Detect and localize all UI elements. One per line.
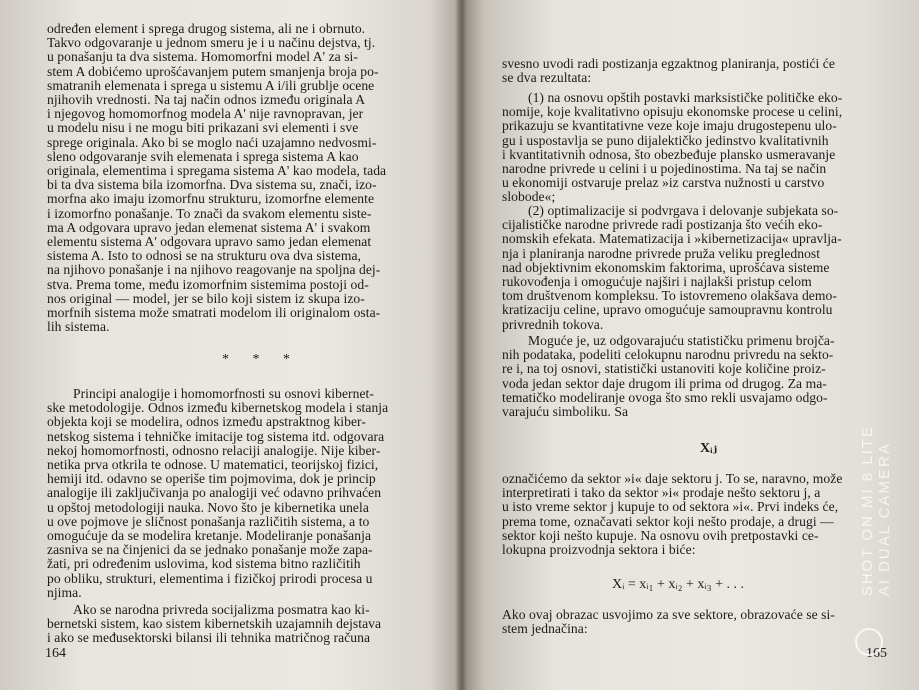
text-line: prikazuju se kvantitativne veze koje imaju drugostepenu ulo- — [502, 118, 837, 134]
section-divider-stars: * * * — [222, 352, 300, 367]
book-gutter-shadow — [455, 0, 467, 690]
text-line: Takvo odgovaranje u jednom smeru je i u načinu dejstva, tj. — [47, 35, 376, 51]
text-line: žati, pri određenim uslovima, kod sistema bitno različitih — [47, 556, 361, 572]
text-line: originala, elementima i spregama sistema A' kao modela, tada — [47, 163, 387, 179]
text-line: na njihovo ponašanje i na njihovo reagovanje na spoljna dej- — [47, 262, 381, 278]
right-paragraph-4 — [502, 472, 897, 557]
text-line: netika prva otkrila te odnose. U matematici, teorijskoj fizici, — [47, 457, 379, 473]
text-line: omogućuje da se modelira kretanje. Modeliranje ponašanja — [47, 528, 372, 544]
text-line: Ako ovaj obrazac usvojimo za sve sektore, obrazovaće se si- — [502, 607, 835, 622]
text-line: njima. — [47, 584, 82, 600]
text-line: (2) optimalizacije si podvrgava i delovanje subjekata so- — [528, 203, 839, 218]
text-line: narodne privrede u celini i u pojedinostima. Na taj se način — [502, 161, 827, 177]
camera-watermark — [859, 425, 893, 596]
left-page-number: 164 — [45, 646, 66, 661]
text-line: njihovih vrednosti. Na taj način odnos između originala A — [47, 92, 366, 108]
text-line: re i, na toj osnovi, statistički ustanoviti koje količine proiz- — [502, 361, 826, 377]
text-line: bernetski sistem, kao sistem kibernetskih uzajamnih dejstava — [47, 616, 382, 632]
text-line: smatranih elemenata i sprega u sistemu A i/ili grublje ocene — [47, 77, 375, 93]
text-line: rukovođenja i omogućuje najširi i najlakši pristup celom — [502, 274, 812, 290]
text-line: privrednih tokova. — [502, 316, 604, 332]
text-line: u modelu nisu i ne mogu biti prikazani svi elementi i sve — [47, 120, 359, 136]
text-line: po obliku, strukturi, elementima i fizičkoj prirodi procesa u — [47, 570, 373, 586]
text-line: lih sistema. — [47, 319, 110, 335]
text-line: nekoj homomorfnosti, odnosno relaciji analogije. Nije kiber- — [47, 442, 381, 458]
text-line: kratizaciju celine, upravo omogućuje samoupravnu kontrolu — [502, 302, 833, 318]
text-line: morfna ako imaju izomorfnu strukturu, izomorfne elemente — [47, 191, 375, 207]
formula-xi-sum: Xᵢ = xᵢ₁ + xᵢ₂ + xᵢ₃ + . . . — [612, 577, 744, 592]
right-intro — [502, 57, 897, 85]
text-line: svesno uvodi radi postizanja egzaktnog planiranja, postići će — [502, 56, 835, 71]
text-line: (1) na osnovu opštih postavki marksističke političke eko- — [528, 90, 843, 105]
text-line: sleno odgovaranje svih elemenata i sprega sistema A kao — [47, 148, 359, 164]
text-line: stem A dobićemo uprošćavanjem putem smanjenja broja po- — [47, 63, 379, 79]
formula-xij: Xᵢⱼ — [700, 441, 717, 456]
text-line: prema tome, označavati sektor koji nešto prodaje, a drugi — — [502, 513, 834, 529]
text-line: u ponašanju ta dva sistema. Homomorfni model A' za si- — [47, 49, 358, 65]
text-line: nomskih efekata. Matematizacija i »kibernetizacija« upravlja- — [502, 231, 842, 247]
right-paragraph-3 — [502, 334, 897, 419]
text-line: cijalističke narodne privrede radi postizanja što većih eko- — [502, 217, 823, 233]
text-line: i izomorfno ponašanje. To znači da svakom elementu siste- — [47, 205, 372, 221]
text-line: u ekonomiji ostvaruje prelaz »iz carstva nužnosti u carstvo — [502, 175, 825, 191]
text-line: elementu sistema A' odgovara upravo samo jedan elemenat — [47, 234, 372, 250]
watermark-line-1: SHOT ON MI 8 LITE — [859, 425, 876, 597]
text-line: ma A odgovara upravo jedan elemenat sistema A' i svakom — [47, 219, 371, 235]
text-line: morfnih sistema može smatrati modelom ili originalom osta- — [47, 305, 381, 321]
text-line: netskog sistema i tehničke imitacije tog sistema itd. odgovara — [47, 428, 385, 444]
left-paragraph-1 — [47, 22, 443, 334]
text-line: slobode«; — [502, 189, 556, 205]
left-paragraph-2 — [47, 387, 443, 600]
text-line: i kvantitativnih odnosa, što obezbeđuje plansko usmeravanje — [502, 146, 836, 162]
text-line: hemiji itd. odavno se operiše tim pojmovima, dok je princip — [47, 471, 376, 487]
text-line: sistema A. Isto to odnosi se na strukturu ova dva sistema, — [47, 248, 362, 264]
text-line: zasniva se na činjenici da se jednako ponašanje može zapa- — [47, 542, 373, 558]
right-paragraph-5 — [502, 608, 897, 636]
text-line: se dva rezultata: — [502, 70, 592, 86]
text-line: varajuću simboliku. Sa — [502, 404, 629, 420]
right-page-number: 165 — [866, 646, 887, 661]
watermark-logo-icon — [855, 628, 883, 656]
text-line: ske metodologije. Odnos između kibernetskog modela i stanja — [47, 400, 389, 416]
text-line: lokupna proizvodnja sektora i biće: — [502, 542, 696, 558]
text-line: u ove pojmove je sličnost ponašanja različitih sistema, a to — [47, 513, 370, 529]
text-line: nih podataka, podeliti celokupnu narodnu privredu na sekto- — [502, 347, 834, 363]
text-line: sektor koji nešto kupuje. Na osnovu ovih pretpostavki ce- — [502, 527, 819, 543]
text-line: označićemo da sektor »i« daje sektoru j. To se, naravno, može — [502, 471, 843, 486]
text-line: i njegovog homomorfnog modela A' nije ravnopravan, jer — [47, 106, 364, 122]
right-page — [462, 0, 919, 690]
text-line: stva. Prema tome, među izomorfnim sistemima postoji od- — [47, 276, 369, 292]
text-line: i ako se međusektorski bilansi ili tehnika matričnog računa — [47, 630, 371, 646]
text-line: nos original — model, jer se bilo koji sistem iz skupa izo- — [47, 290, 365, 306]
text-line: stem jednačina: — [502, 621, 588, 637]
text-line: sprege originala. Ako bi se moglo naći uzajamno nedvosmi- — [47, 134, 377, 150]
text-line: u isto vreme sektor j kupuje to od sektora »i«. Prvi indeks će, — [502, 499, 839, 515]
text-line: Principi analogije i homomorfnosti su osnovi kibernet- — [73, 386, 374, 401]
text-line: u opštoj metodologiji nauka. Novo što je kibernetika unela — [47, 499, 369, 515]
text-line: Ako se narodna privreda socijalizma posmatra kao ki- — [73, 602, 370, 617]
left-paragraph-3 — [47, 603, 443, 646]
text-line: Moguće je, uz odgovarajuću statističku primenu brojča- — [528, 333, 835, 348]
right-item-2 — [502, 204, 897, 332]
text-line: tom društvenom kompleksu. To istovremeno olakšava demo- — [502, 288, 837, 304]
text-line: nja i planiranja narodne privrede pruža veliku preglednost — [502, 245, 821, 261]
text-line: bi ta dva sistema bila izomorfna. Dva sistema su, znači, izo- — [47, 177, 377, 193]
watermark-line-2: AI DUAL CAMERA — [876, 442, 893, 597]
text-line: objekta koji se modelira, odnos između apstraktnog kiber- — [47, 414, 366, 430]
text-line: određen element i sprega drugog sistema, ali ne i obrnuto. — [47, 21, 366, 36]
text-line: tematičko modeliranje ovoga što smo rekli usvajamo odgo- — [502, 389, 828, 405]
text-line: nad objektivnim ekonomskim faktorima, uprošćava sisteme — [502, 259, 830, 275]
text-line: nomije, koje kvalitativno opisuju ekonomske procese u celini, — [502, 104, 843, 120]
text-line: voda jedan sektor daje drugom ili prima od drugog. Za ma- — [502, 375, 827, 391]
text-line: analogije ili zaključivanja po analogiji već odavno prihvaćen — [47, 485, 382, 501]
text-line: gu i uspostavlja se puno dijalektičko jedinstvo kvalitativnih — [502, 132, 829, 148]
right-item-1 — [502, 91, 897, 205]
text-line: interpretirati i tako da sektor »i« prodaje nešto sektoru j, a — [502, 485, 821, 501]
